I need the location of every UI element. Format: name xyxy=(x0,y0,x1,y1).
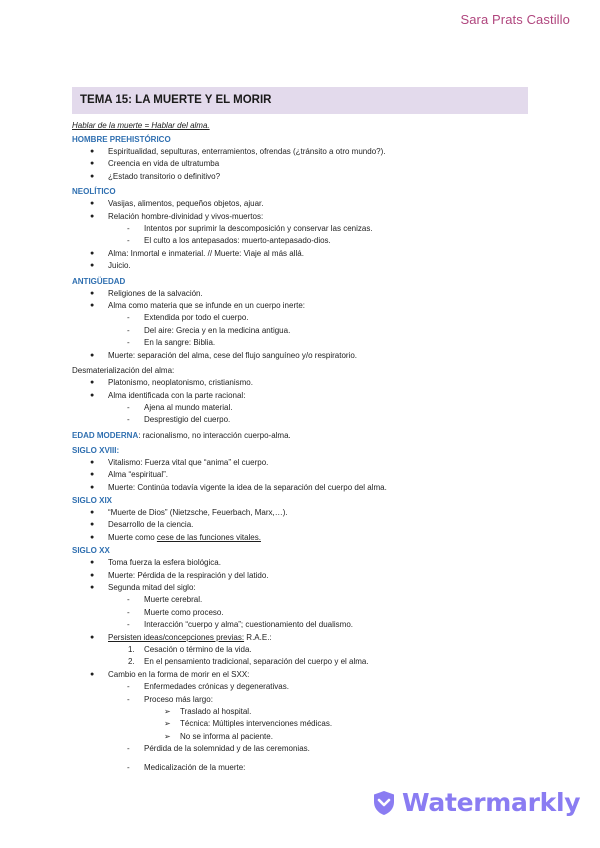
list-subitem: - En la sangre: Biblia. xyxy=(127,338,216,348)
topic-title: TEMA 15: LA MUERTE Y EL MORIR xyxy=(72,87,528,114)
list-subitem: - Ajena al mundo material. xyxy=(127,402,233,412)
list-subitem: - Pérdida de la solemnidad y de las ceremonias. xyxy=(127,744,310,754)
section-heading-siglo-xx: SIGLO XX xyxy=(72,546,110,556)
numbered-item: 1. Cesación o término de la vida. xyxy=(128,645,252,654)
topic-subtitle: Hablar de la muerte = Hablar del alma. xyxy=(72,121,210,130)
list-item: ● Segunda mitad del siglo: xyxy=(90,582,196,592)
list-subitem: - Muerte como proceso. xyxy=(127,607,224,617)
list-neolitico xyxy=(72,198,528,272)
list-siglo-xix xyxy=(72,507,528,544)
list-hombre xyxy=(72,146,528,183)
list-subitem: - Extendida por todo el cuerpo. xyxy=(127,313,249,323)
list-item: ● ¿Estado transitorio o definitivo? xyxy=(90,171,221,181)
list-subitem: - Medicalización de la muerte: xyxy=(127,762,246,772)
section-heading-desmaterializacion: Desmaterialización del alma: xyxy=(72,366,175,376)
edad-moderna-label: EDAD MODERNA xyxy=(72,430,139,440)
list-subsubitem: ➢ No se informa al paciente. xyxy=(164,731,273,741)
list-subitem: - Muerte cerebral. xyxy=(127,595,203,605)
list-item: ● Muerte: separación del alma, cese del flujo sanguíneo y/o respiratorio. xyxy=(90,350,358,360)
document-body xyxy=(72,87,528,774)
section-heading-antiguedad: ANTIGÜEDAD xyxy=(72,276,126,286)
list-item: ● Espiritualidad, sepulturas, enterramientos, ofrendas (¿tránsito a otro mundo?). xyxy=(90,147,386,156)
list-item: ● Alma identificada con la parte racional: xyxy=(90,390,246,400)
section-heading-hombre: HOMBRE PREHISTÓRICO xyxy=(72,135,171,144)
list-item: ● Muerte: Continúa todavía vigente la idea de la separación del cuerpo del alma. xyxy=(90,482,387,492)
list-siglo-xviii xyxy=(72,457,528,494)
list-item: ● Toma fuerza la esfera biológica. xyxy=(90,558,221,568)
list-item: ● Persisten ideas/concepciones previas: R.A.E.: xyxy=(90,632,272,642)
list-item: ● Alma “espiritual”. xyxy=(90,470,169,480)
list-item: ● Alma como materia que se infunde en un cuerpo inerte: xyxy=(90,301,306,311)
list-subitem: - Enfermedades crónicas y degenerativas. xyxy=(127,682,289,692)
numbered-item: 2. En el pensamiento tradicional, separación del cuerpo y el alma. xyxy=(128,657,369,667)
author-name: Sara Prats Castillo xyxy=(460,12,570,27)
list-subitem: - Desprestigio del cuerpo. xyxy=(127,415,231,425)
list-item: ● Religiones de la salvación. xyxy=(90,288,203,298)
section-heading-siglo-xix: SIGLO XIX xyxy=(72,495,113,505)
watermark-text: Watermarkly xyxy=(402,788,581,817)
list-subitem: - Intentos por suprimir la descomposición y conservar las cenizas. xyxy=(127,224,373,234)
list-item: ● Vasijas, alimentos, pequeños objetos, ajuar. xyxy=(90,199,264,209)
section-heading-siglo-xviii: SIGLO XVIII: xyxy=(72,445,120,455)
list-item: ● “Muerte de Dios” (Nietzsche, Feuerbach, Marx,…). xyxy=(90,507,288,517)
list-subitem: - Interacción “cuerpo y alma”; cuestionamiento del dualismo. xyxy=(127,620,353,630)
list-subitem: - El culto a los antepasados: muerto-antepasado-dios. xyxy=(127,236,331,246)
section-heading-neolitico: NEOLÍTICO xyxy=(72,187,116,197)
list-item: ● Cambio en la forma de morir en el SXX: xyxy=(90,669,250,679)
list-antiguedad xyxy=(72,288,528,362)
list-subitem: - Del aire: Grecia y en la medicina antigua. xyxy=(127,325,291,335)
edad-moderna-text: : racionalismo, no interacción cuerpo-alma. xyxy=(138,430,291,440)
list-item: ● Platonismo, neoplatonismo, cristianismo. xyxy=(90,378,253,388)
watermark xyxy=(372,788,580,817)
list-subitem: - Proceso más largo: xyxy=(127,694,213,704)
list-item: ● Muerte: Pérdida de la respiración y del latido. xyxy=(90,570,269,580)
list-subsubitem: ➢ Técnica: Múltiples intervenciones médicas. xyxy=(164,719,333,729)
list-item: ● Muerte como cese de las funciones vitales. xyxy=(90,532,261,542)
list-item: ● Vitalismo: Fuerza vital que “anima” el cuerpo. xyxy=(90,457,269,467)
list-item: ● Relación hombre-divinidad y vivos-muertos: xyxy=(90,211,264,221)
list-item: ● Juicio. xyxy=(90,261,131,271)
shield-icon xyxy=(372,790,396,816)
list-subsubitem: ➢ Traslado al hospital. xyxy=(164,707,252,717)
list-item: ● Alma: Inmortal e inmaterial. // Muerte: Viaje al más allá. xyxy=(90,248,304,258)
list-item: ● Creencia en vida de ultratumba xyxy=(90,159,220,169)
list-item: ● Desarrollo de la ciencia. xyxy=(90,520,194,530)
list-desmaterializacion xyxy=(72,377,528,427)
list-siglo-xx xyxy=(72,557,528,774)
section-heading-edad-moderna xyxy=(72,430,528,442)
